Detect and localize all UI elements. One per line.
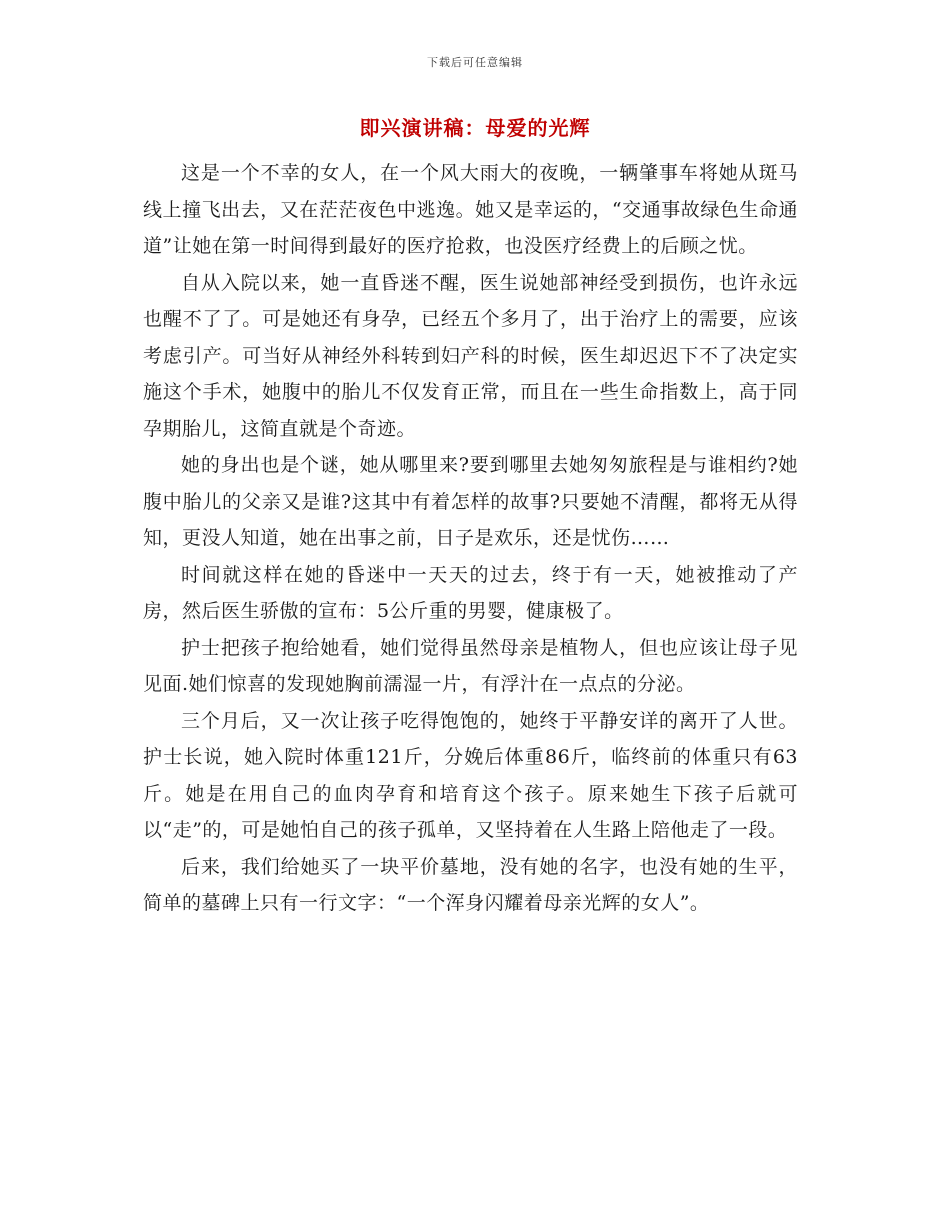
page-header: 下载后可任意编辑 <box>427 56 523 69</box>
paragraph-7: 后来，我们给她买了一块平价墓地，没有她的名字，也没有她的生平，简单的墓碑上只有一行文字：“一个浑身闪耀着母亲光辉的女人”。 <box>143 855 798 914</box>
paragraph-3: 她的身出也是个谜，她从哪里来?要到哪里去她匆匆旅程是与谁相约?她腹中胎儿的父亲又是谁?这其中有着怎样的故事?只要她不清醒，都将无从得知，更没人知道，她在出事之前，日子是欢乐，还是忧伤…… <box>143 454 798 549</box>
document-body <box>143 155 798 922</box>
document-title: 即兴演讲稿：母爱的光辉 <box>359 116 591 140</box>
paragraph-1: 这是一个不幸的女人，在一个风大雨大的夜晚，一辆肇事车将她从斑马线上撞飞出去，又在茫茫夜色中逃逸。她又是幸运的，“交通事故绿色生命通道”让她在第一时间得到最好的医疗抢救，也没医疗经费上的后顾之忧。 <box>143 162 798 257</box>
paragraph-5: 护士把孩子抱给她看，她们觉得虽然母亲是植物人，但也应该让母子见见面.她们惊喜的发现她胸前濡湿一片，有浮汁在一点点的分泌。 <box>143 636 798 695</box>
paragraph-4: 时间就这样在她的昏迷中一天天的过去，终于有一天，她被推动了产房，然后医生骄傲的宣布：5公斤重的男婴，健康极了。 <box>143 563 798 622</box>
paragraph-6: 三个月后，又一次让孩子吃得饱饱的，她终于平静安详的离开了人世。护士长说，她入院时体重121斤，分娩后体重86斤，临终前的体重只有63斤。她是在用自己的血肉孕育和培育这个孩子。原来她生下孩子后就可以“走”的，可是她怕自己的孩子孤单，又坚持着在人生路上陪他走了一段。 <box>143 709 798 841</box>
paragraph-2: 自从入院以来，她一直昏迷不醒，医生说她部神经受到损伤，也许永远也醒不了了。可是她还有身孕，已经五个多月了，出于治疗上的需要，应该考虑引产。可当好从神经外科转到妇产科的时候，医生却迟迟下不了决定实施这个手术，她腹中的胎儿不仅发育正常，而且在一些生命指数上，高于同孕期胎儿，这简直就是个奇迹。 <box>143 271 798 440</box>
